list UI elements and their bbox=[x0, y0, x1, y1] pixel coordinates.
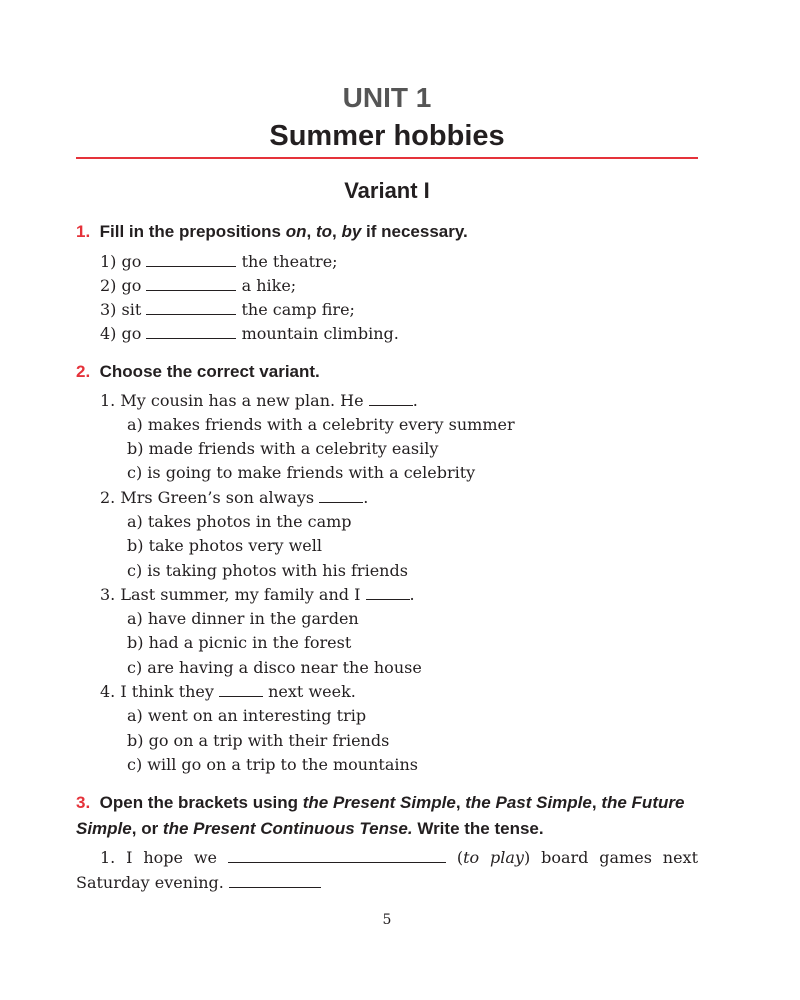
task-2-question: 4. I think they next week. bbox=[100, 682, 356, 701]
task-3-item: 1. I hope we (to play) board games next Saturday evening. bbox=[76, 848, 699, 892]
tense-blank[interactable] bbox=[229, 873, 321, 888]
task-2-option[interactable]: c) will go on a trip to the mountains bbox=[127, 755, 419, 774]
answer-blank[interactable] bbox=[146, 276, 236, 291]
answer-blank[interactable] bbox=[219, 682, 263, 697]
answer-blank[interactable] bbox=[369, 391, 413, 406]
answer-blank[interactable] bbox=[228, 848, 446, 863]
task-2-option[interactable]: c) is taking photos with his friends bbox=[127, 561, 408, 580]
task-3-number: 3. bbox=[76, 793, 91, 812]
task-1-item: 2) go a hike; bbox=[100, 276, 297, 295]
variant-title: Variant I bbox=[344, 178, 430, 203]
page-number: 5 bbox=[382, 912, 392, 928]
task-2-option[interactable]: c) is going to make friends with a celebrity bbox=[127, 463, 476, 482]
task-2-option[interactable]: a) went on an interesting trip bbox=[127, 706, 367, 725]
task-2-option[interactable]: c) are having a disco near the house bbox=[127, 658, 422, 677]
task-3-instruction: 3. Open the brackets using the Present Simple, the Past Simple, the Future Simple, or the Present Continuous Tense. Write the tense. bbox=[76, 793, 685, 838]
task-2-option[interactable]: b) had a picnic in the forest bbox=[127, 633, 352, 652]
answer-blank[interactable] bbox=[146, 324, 236, 339]
task-2-question: 1. My cousin has a new plan. He . bbox=[100, 391, 418, 410]
task-1-instruction: 1. Fill in the prepositions on, to, by if necessary. bbox=[76, 222, 468, 241]
task-2-question: 3. Last summer, my family and I . bbox=[100, 585, 415, 604]
task-2-option[interactable]: b) made friends with a celebrity easily bbox=[127, 439, 439, 458]
task-2-option[interactable]: b) take photos very well bbox=[127, 536, 323, 555]
unit-label: UNIT 1 bbox=[342, 82, 432, 113]
answer-blank[interactable] bbox=[319, 488, 363, 503]
answer-blank[interactable] bbox=[146, 300, 236, 315]
unit-title: Summer hobbies bbox=[269, 120, 505, 152]
task-1-item: 1) go the theatre; bbox=[100, 252, 338, 271]
task-2-question: 2. Mrs Green’s son always . bbox=[100, 488, 369, 507]
task-2-option[interactable]: a) makes friends with a celebrity every summer bbox=[127, 415, 515, 434]
task-1-item: 4) go mountain climbing. bbox=[100, 324, 399, 343]
task-1-number: 1. bbox=[76, 222, 91, 241]
task-2-instruction: 2. Choose the correct variant. bbox=[76, 362, 320, 381]
answer-blank[interactable] bbox=[146, 252, 236, 267]
answer-blank[interactable] bbox=[366, 585, 410, 600]
task-1-item: 3) sit the camp fire; bbox=[100, 300, 355, 319]
task-2-option[interactable]: a) takes photos in the camp bbox=[127, 512, 352, 531]
title-divider bbox=[76, 157, 698, 159]
task-2-option[interactable]: a) have dinner in the garden bbox=[127, 609, 359, 628]
task-2-number: 2. bbox=[76, 362, 91, 381]
task-2-option[interactable]: b) go on a trip with their friends bbox=[127, 731, 390, 750]
